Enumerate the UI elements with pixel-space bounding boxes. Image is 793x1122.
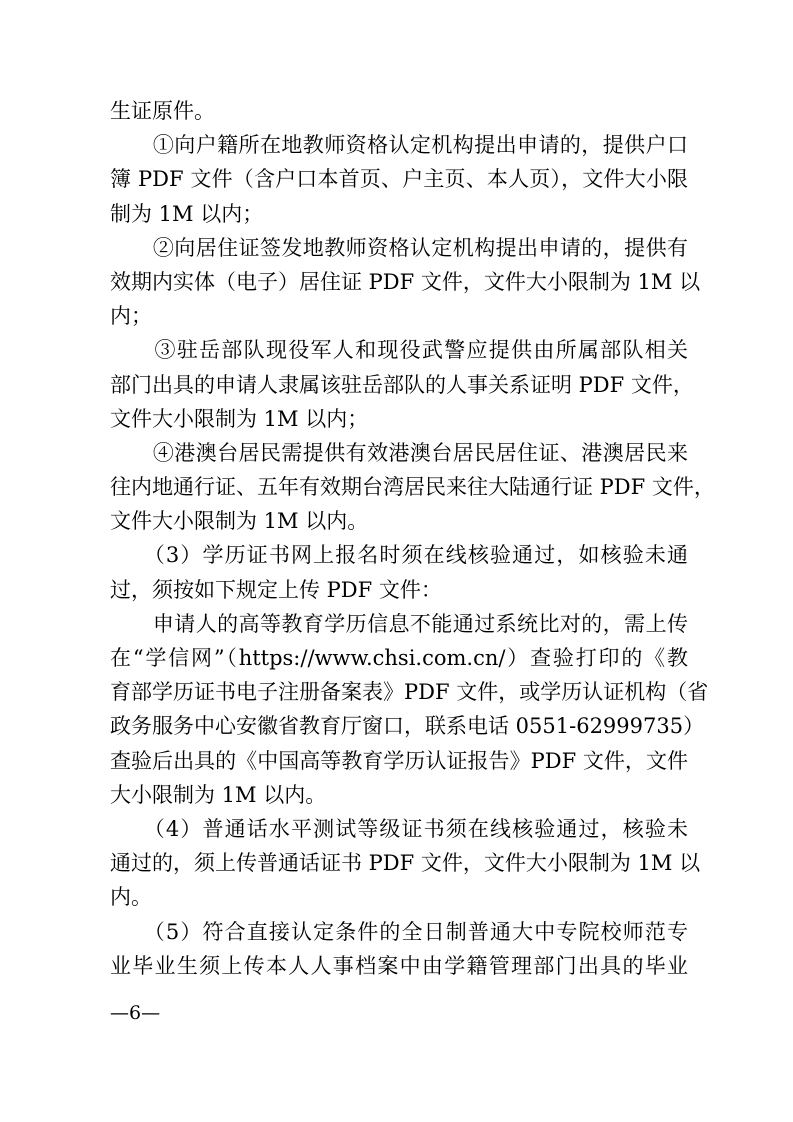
text-line: ②向居住证签发地教师资格认定机构提出申请的，提供有 <box>110 235 688 260</box>
text-line: 生证原件。 <box>110 99 215 123</box>
text-line: （3）学历证书网上报名时须在线核验通过，如核验未通 <box>110 543 688 568</box>
text-line: ④港澳台居民需提供有效港澳台居民居住证、港澳居民来 <box>110 440 688 465</box>
text-line: 在“学信网”（https://www.chsi.com.cn/）查验打印的《教 <box>110 646 688 670</box>
text-line: 过，须按如下规定上传 PDF 文件： <box>110 577 442 602</box>
text-line: （4）普通话水平测试等级证书须在线核验通过，核验未 <box>110 816 688 841</box>
text-line: 效期内实体（电子）居住证 PDF 文件，文件大小限制为 1M 以 <box>110 269 701 294</box>
text-line: ③驻岳部队现役军人和现役武警应提供由所属部队相关 <box>110 338 688 363</box>
text-line: 通过的，须上传普通话证书 PDF 文件，文件大小限制为 1M 以 <box>110 851 701 876</box>
text-line: 业毕业生须上传本人人事档案中由学籍管理部门出具的毕业 <box>110 953 688 978</box>
text-line: 文件大小限制为 1M 以内； <box>110 406 369 431</box>
text-line: 往内地通行证、五年有效期台湾居民来往大陆通行证 PDF 文件， <box>110 475 715 500</box>
text-line: 制为 1M 以内； <box>110 201 264 226</box>
text-line: 查验后出具的《中国高等教育学历认证报告》PDF 文件，文件 <box>110 748 688 773</box>
text-line: 育部学历证书电子注册备案表》PDF 文件，或学历认证机构（省 <box>110 680 709 705</box>
text-line: 内。 <box>110 885 152 910</box>
page-number: —6— <box>110 1002 161 1024</box>
document-body <box>110 94 715 983</box>
text-line: 内； <box>110 304 152 329</box>
text-line: 申请人的高等教育学历信息不能通过系统比对的，需上传 <box>110 611 688 636</box>
text-line: 簿 PDF 文件（含户口本首页、户主页、本人页），文件大小限 <box>110 167 688 192</box>
text-line: 文件大小限制为 1M 以内。 <box>110 509 369 534</box>
text-line: （5）符合直接认定条件的全日制普通大中专院校师范专 <box>110 919 688 944</box>
text-line: 大小限制为 1M 以内。 <box>110 782 327 807</box>
text-line: 部门出具的申请人隶属该驻岳部队的人事关系证明 PDF 文件， <box>110 372 694 397</box>
text-line: 政务服务中心安徽省教育厅窗口，联系电话 0551-62999735） <box>110 714 705 739</box>
text-line: ①向户籍所在地教师资格认定机构提出申请的，提供户口 <box>110 133 688 158</box>
